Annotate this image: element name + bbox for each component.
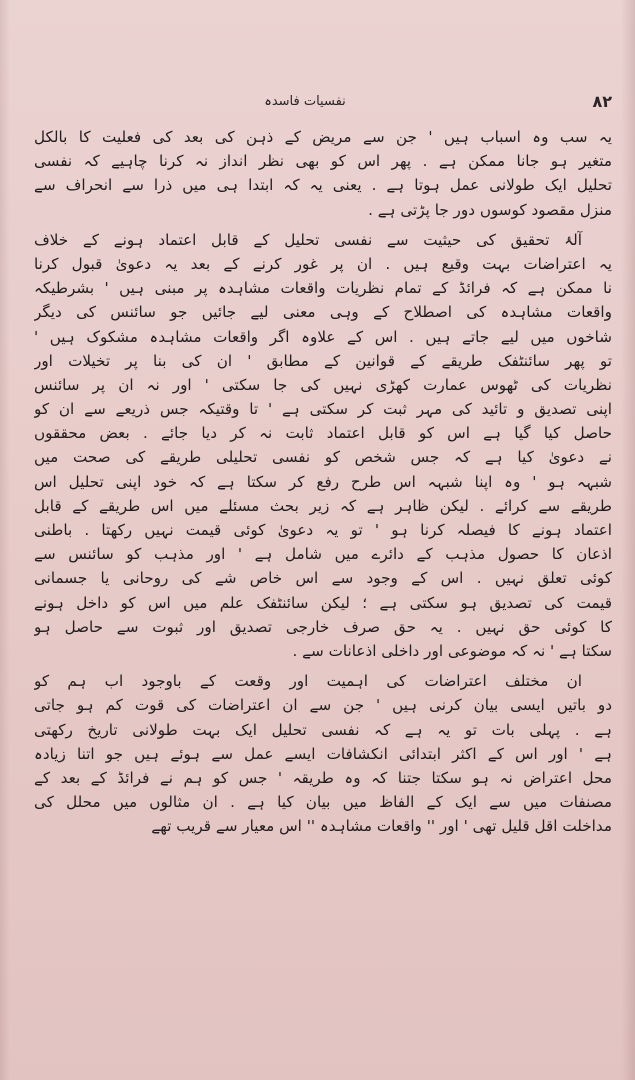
body-text xyxy=(34,125,612,838)
text-line: قیمت کی تصدیق ہو سکتی ہے ؛ لیکن سائنٹفک علم میں اس کو داخل ہونے xyxy=(34,593,612,612)
text-line: سکتا ہے ' نہ کہ موضوعی اور داخلی اذعانات سے . xyxy=(292,641,612,660)
page-number: ۸۲ xyxy=(592,92,612,111)
page-gutter-shadow xyxy=(0,0,10,1080)
text-line: نے دعویٰ کیا ہے کہ جس شخص کو نفسی تحلیلی طریقے کی صحت میں xyxy=(34,448,612,467)
paragraph xyxy=(34,228,612,663)
text-line: شاخوں میں لیے جاتے ہیں . اس کے علاوہ اگر واقعات مشاہدہ مشکوک ہیں ' xyxy=(34,327,612,346)
text-line: تحلیل ایک طولانی عمل ہوتا ہے . یعنی یہ کہ ابتدا ہی میں ذرا سے انحراف سے xyxy=(34,176,612,195)
text-line: نا ممکن ہے کہ فرائڈ کے تمام نظریات واقعات مشاہدہ پر مبنی ہیں ' بشرطیکہ xyxy=(34,279,612,298)
text-line: اپنی تصدیق و تائید کی مہر ثبت کر سکتی ہے ' تا وقتیکہ جس ذریعے سے ان کو xyxy=(34,400,612,419)
text-line: اذعان کا حصول مذہب کے دائرے میں شامل ہے ' اور مذہب کو سائنس سے xyxy=(34,545,612,564)
text-line: تو پھر سائنٹفک طریقے کے قوانین کے مطابق ' ان کی بنا پر تخیلات اور xyxy=(34,351,612,370)
running-head: نفسیات فاسدہ xyxy=(264,94,346,109)
text-line: یہ اعتراضات بہت وقیع ہیں . ان پر غور کرنے کے بعد یہ دعویٰ قبول کرنا xyxy=(34,254,612,273)
paragraph xyxy=(34,669,612,838)
text-line: منزل مقصود کوسوں دور جا پڑتی ہے . xyxy=(368,200,612,219)
text-line: محل اعتراض نہ ہو سکتا جتنا کہ وہ طریقہ ' جس کو ہم نے فرائڈ کے بعد کے xyxy=(34,768,612,787)
text-line: اعتماد ہونے کا فیصلہ کرنا ہو ' تو یہ دعویٰ کوئی قیمت نہیں رکھتا . باطنی xyxy=(34,521,612,539)
text-line: ہے . پہلی بات تو یہ ہے کہ نفسی تحلیل ایک بہت طولانی تاریخ رکھتی xyxy=(34,720,612,739)
text-line: متغیر ہو جانا ممکن ہے . پھر اس کو بھی نظر انداز نہ کرنا چاہیے کہ نفسی xyxy=(34,152,612,171)
text-line: آلۂ تحقیق کی حیثیت سے نفسی تحلیل کے قابل اعتماد ہونے کے خلاف xyxy=(34,230,582,249)
text-line: کا کوئی حق نہیں . یہ حق صرف خارجی تصدیق اور ثبوت سے حاصل ہو xyxy=(34,617,612,636)
text-line: ان مختلف اعتراضات کی اہمیت اور وقعت کے باوجود اب ہم کو xyxy=(34,672,582,691)
page-edge-shadow xyxy=(621,0,635,1080)
text-line: حاصل کیا گیا ہے اس کو قابل اعتماد ثابت نہ کر دیا جائے . بعض محققوں xyxy=(34,424,612,443)
page-header xyxy=(90,92,620,118)
text-line: دو باتیں ایسی بیان کرنی ہیں ' جن سے ان اعتراضات کی قوت کم ہو جاتی xyxy=(34,696,612,715)
text-line: نظریات کی ٹھوس عمارت کھڑی نہیں کی جا سکتی ' اور نہ ان پر سائنس xyxy=(34,375,612,394)
paragraph xyxy=(34,125,612,222)
text-line: شبہہ ہو ' وہ اپنا شبہہ اس طرح رفع کر سکتا ہے کہ خود اپنی تحلیل اس xyxy=(34,472,612,491)
text-line: یہ سب وہ اسباب ہیں ' جن سے مریض کے ذہن کی بعد کی فعلیت کا بالکل xyxy=(34,128,612,146)
text-line: طریقے سے کرائے . لیکن ظاہر ہے کہ زیر بحث مسئلے میں اس طریقے کے قابل xyxy=(34,496,612,515)
text-line: واقعات مشاہدہ کی اصطلاح کے وہی معنی لیے جائیں جو سائنس کی دیگر xyxy=(34,303,612,322)
text-line: مداخلت اقل قلیل تھی ' اور '' واقعات مشاہدہ '' اس معیار سے قریب تھے xyxy=(151,817,612,836)
text-line: کوئی تعلق نہیں . اس کے وجود سے اس خاص شے کی روحانی یا جسمانی xyxy=(34,569,612,588)
text-line: ہے ' اور اس کے اکثر ابتدائی انکشافات ایسے عمل سے ہوئے ہیں جو اتنا زیادہ xyxy=(34,744,612,763)
text-line: مصنفات میں سے ایک کے الفاظ میں بیان کیا ہے . ان مثالوں میں محلل کی xyxy=(34,793,612,812)
